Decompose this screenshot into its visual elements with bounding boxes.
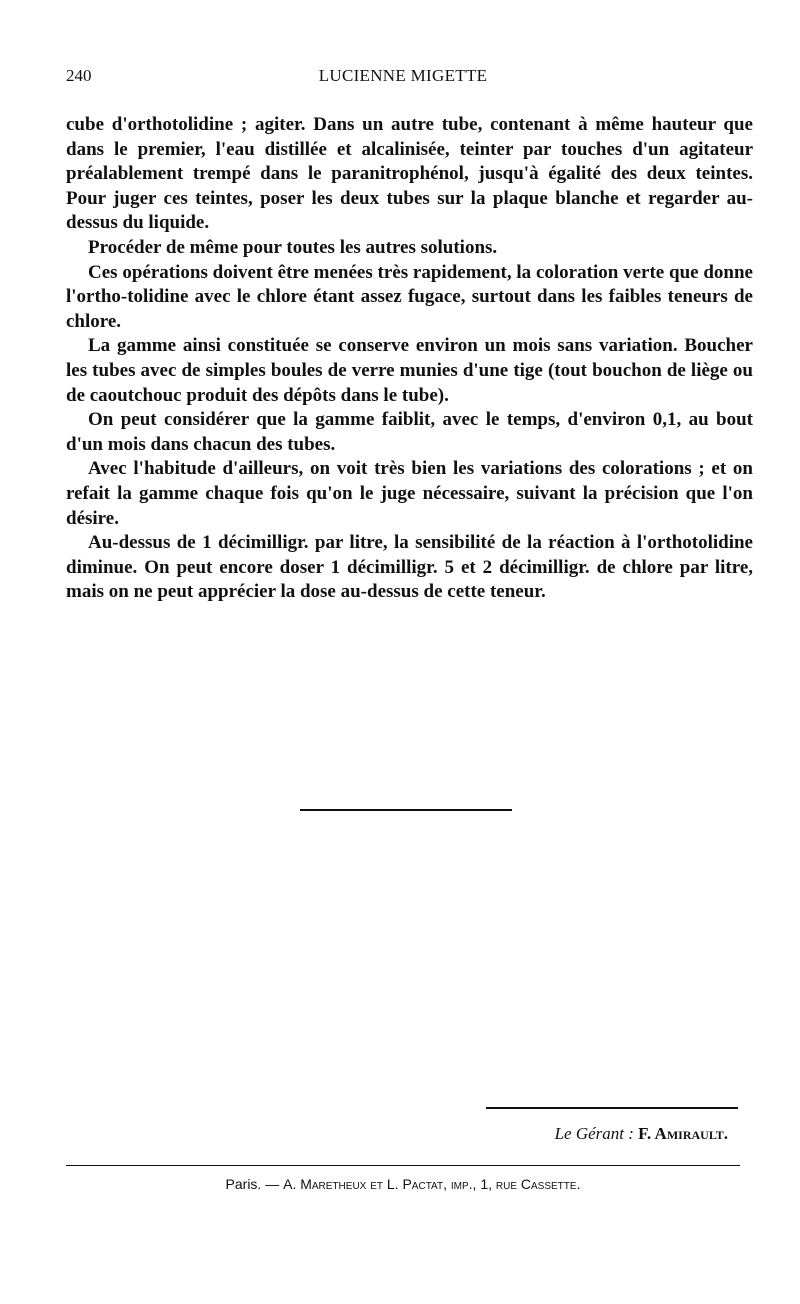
printer-imprint xyxy=(66,1176,740,1192)
gerant-name: F. Amirault. xyxy=(638,1124,728,1143)
running-head: LUCIENNE MIGETTE xyxy=(318,66,488,85)
section-divider xyxy=(300,809,512,811)
paragraph-2: Procéder de même pour toutes les autres solutions. xyxy=(88,236,498,258)
imprint-printers: A. Maretheux et L. Pactat, imp., 1, rue Cassette. xyxy=(283,1176,581,1192)
paragraph-6: Avec l'habitude d'ailleurs, on voit très bien les variations des colorations ; et on refait la gamme chaque fois qu'on le juge nécessaire, suivant la précision que l'on désire. xyxy=(66,458,753,529)
gerant-label: Le Gérant : xyxy=(554,1124,634,1143)
signature-rule xyxy=(486,1107,738,1109)
body-text xyxy=(66,113,753,605)
footer-rule xyxy=(66,1165,740,1166)
imprint-city: Paris. xyxy=(225,1176,262,1192)
paragraph-7: Au-dessus de 1 décimilligr. par litre, la sensibilité de la réaction à l'orthotolidine diminue. On peut encore doser 1 décimilligr. 5 et 2 décimilligr. de chlore par litre, mais on ne peut apprécier la dose au-dessus de cette teneur. xyxy=(66,532,753,603)
paragraph-4: La gamme ainsi constituée se conserve environ un mois sans variation. Boucher les tubes avec de simples boules de verre munies d'une tige (tout bouchon de liège ou de caoutchouc produit des dépôts dans le tube). xyxy=(66,335,753,406)
signature xyxy=(440,1124,728,1144)
imprint-dash: — xyxy=(265,1176,280,1192)
page-number: 240 xyxy=(66,66,92,85)
paragraph-5: On peut considérer que la gamme faiblit, avec le temps, d'environ 0,1, au bout d'un mois dans chacun des tubes. xyxy=(66,409,753,455)
page-header xyxy=(66,66,740,90)
paragraph-1: cube d'orthotolidine ; agiter. Dans un autre tube, contenant à même hauteur que dans le premier, l'eau distillée et alcalinisée, teinter par touches d'un agitateur préalablement trempé dans le paranitrophénol, jusqu'à égalité des deux teintes. Pour juger ces teintes, poser les deux tubes sur la plaque blanche et regarder au-dessus du liquide. xyxy=(66,114,753,234)
paragraph-3: Ces opérations doivent être menées très rapidement, la coloration verte que donne l'ortho-tolidine avec le chlore étant assez fugace, surtout dans les faibles teneurs de chlore. xyxy=(66,261,753,332)
